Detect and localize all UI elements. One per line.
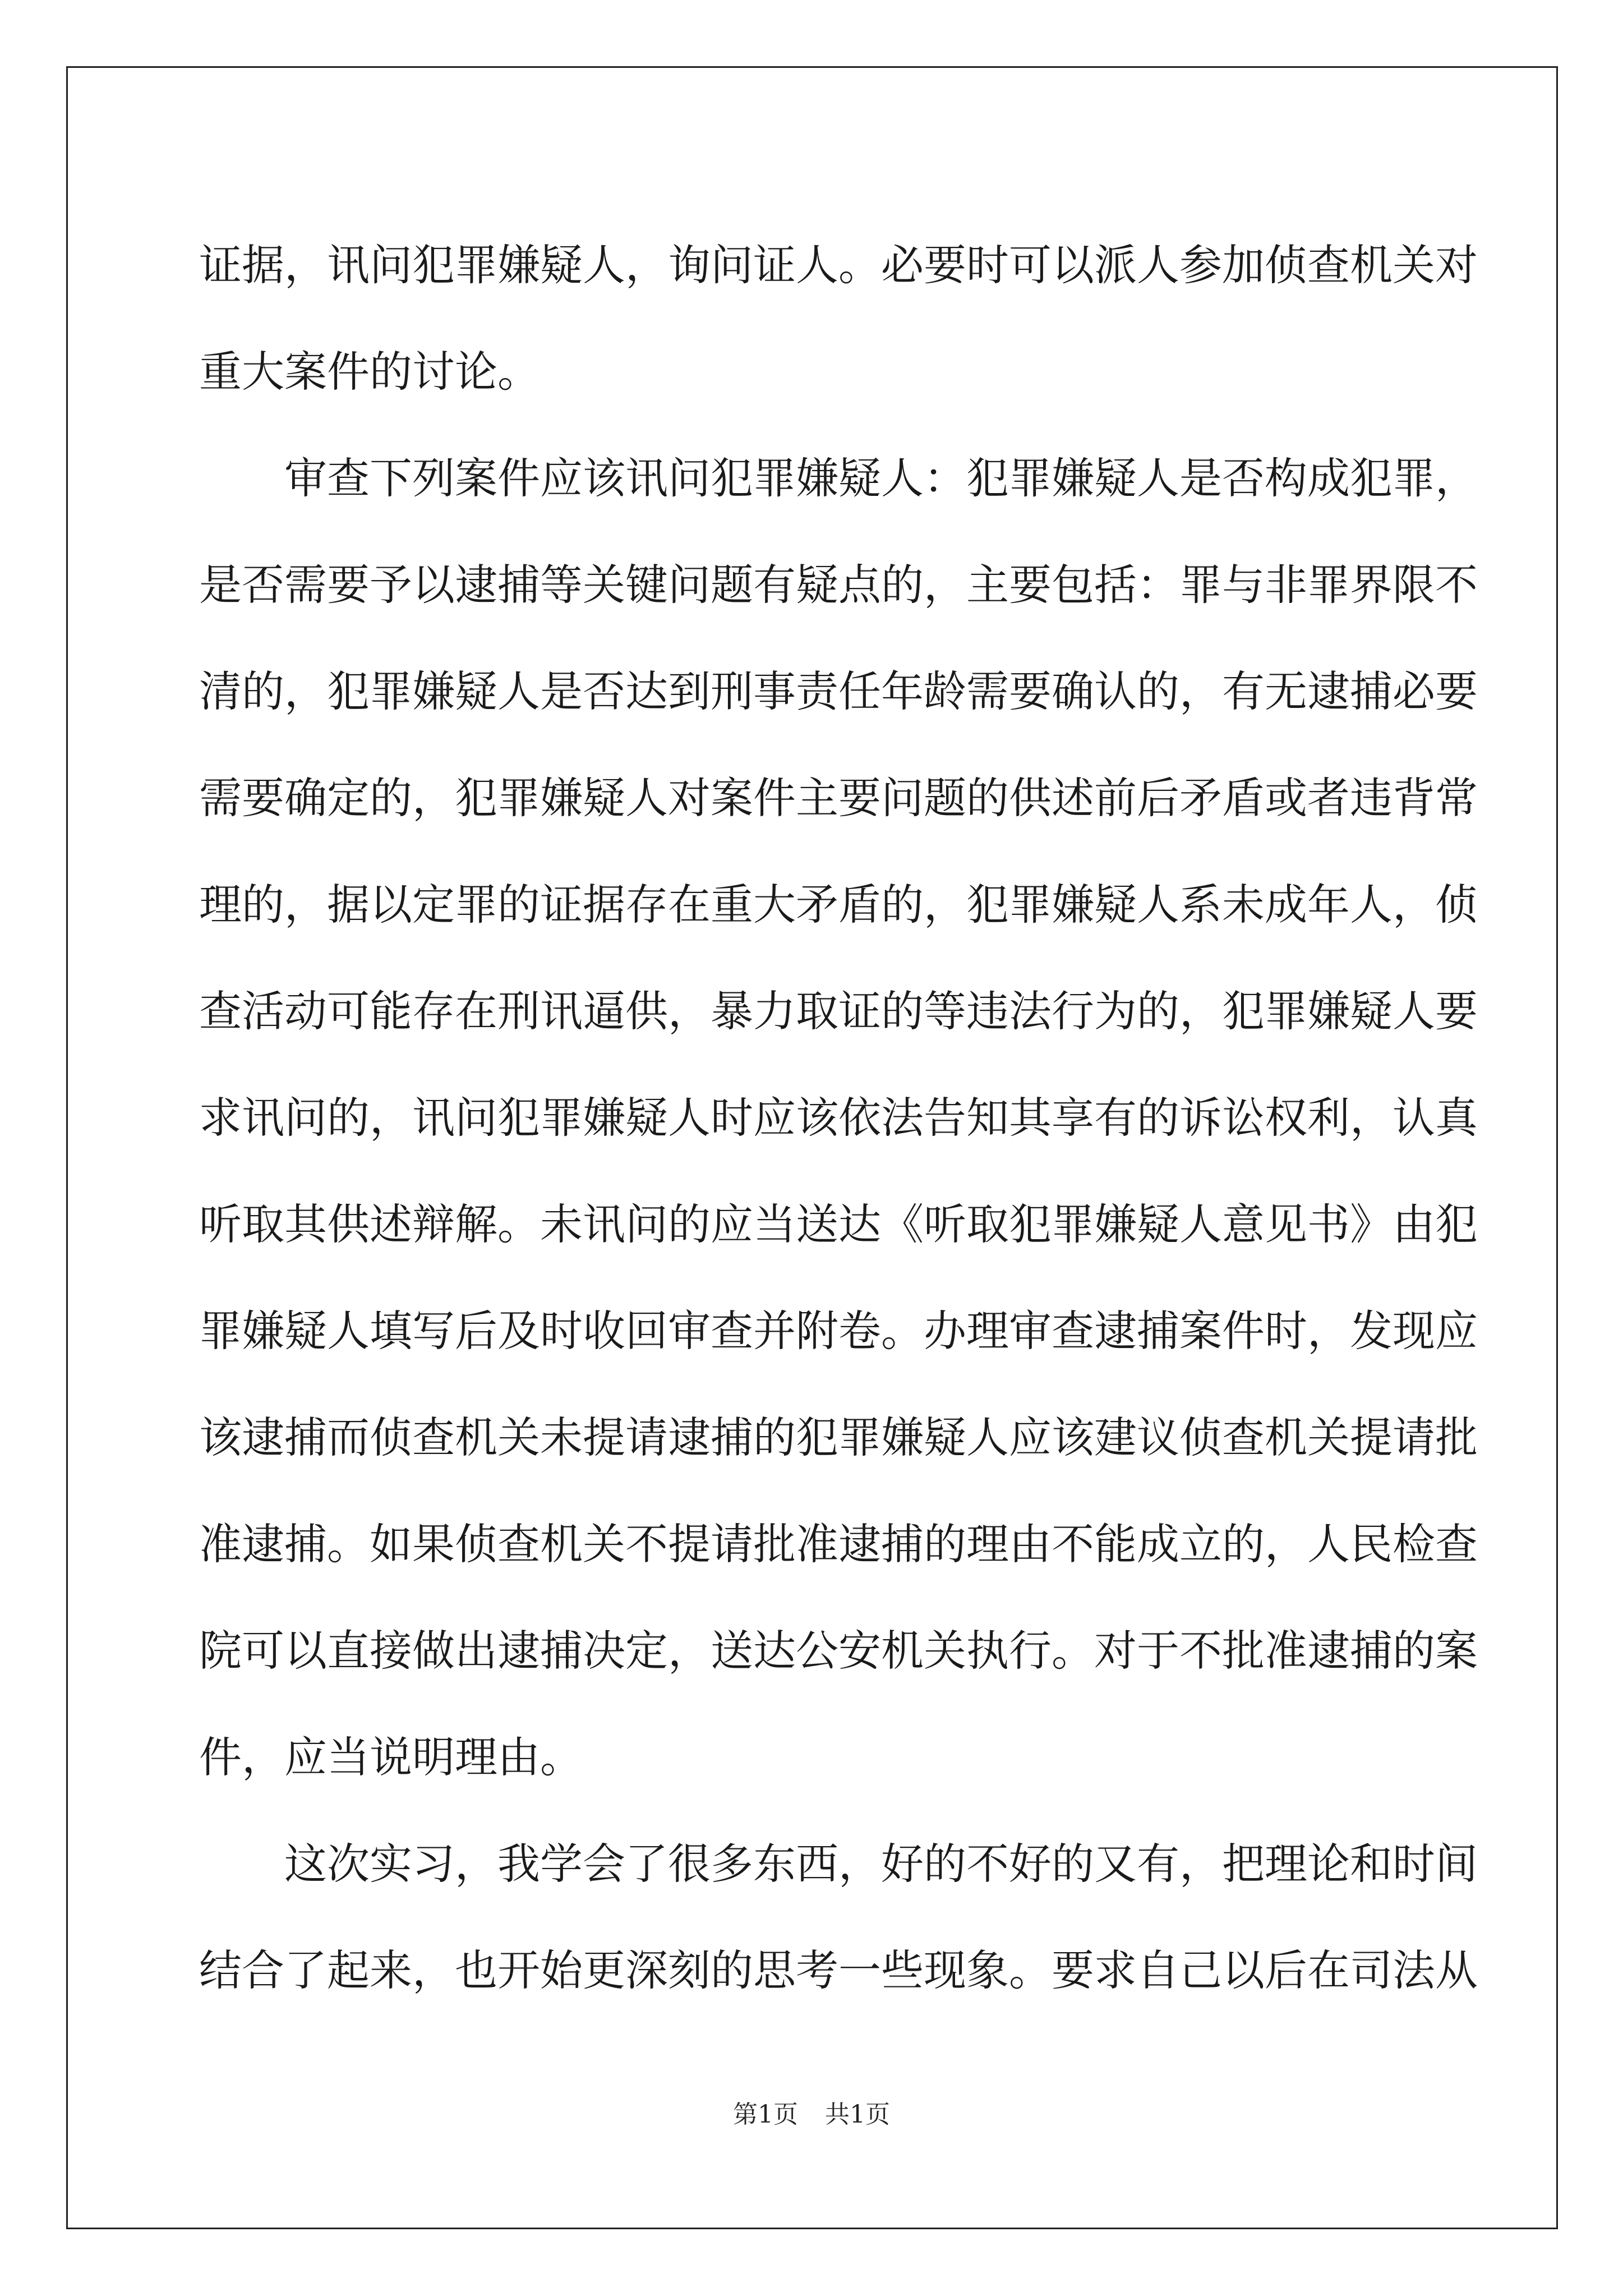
document-body — [199, 212, 1478, 2024]
text-line: 件，应当说明理由。 — [199, 1732, 583, 1782]
text-line: 是否需要予以逮捕等关键问题有疑点的，主要包括：罪与非罪界限不 — [199, 560, 1478, 610]
text-line: 准逮捕。如果侦查机关不提请批准逮捕的理由不能成立的，人民检查 — [199, 1519, 1478, 1569]
text-line: 理的，据以定罪的证据存在重大矛盾的，犯罪嫌疑人系未成年人，侦 — [199, 880, 1478, 930]
text-line: 院可以直接做出逮捕决定，送达公安机关执行。对于不批准逮捕的案 — [199, 1626, 1478, 1676]
text-line: 查活动可能存在刑讯逼供，暴力取证的等违法行为的，犯罪嫌疑人要 — [199, 986, 1478, 1036]
page-footer — [0, 2098, 1623, 2132]
text-line: 听取其供述辩解。未讯问的应当送达《听取犯罪嫌疑人意见书》由犯 — [199, 1199, 1478, 1249]
text-line: 罪嫌疑人填写后及时收回审查并附卷。办理审查逮捕案件时，发现应 — [199, 1306, 1478, 1356]
text-line: 证据，讯问犯罪嫌疑人，询问证人。必要时可以派人参加侦查机关对 — [199, 240, 1478, 290]
text-line: 结合了起来，也开始更深刻的思考一些现象。要求自己以后在司法从 — [199, 1945, 1478, 1995]
text-line: 求讯问的，讯问犯罪嫌疑人时应该依法告知其享有的诉讼权利，认真 — [199, 1093, 1478, 1143]
page-number: 第1页 — [733, 2100, 798, 2129]
page-total: 共1页 — [825, 2100, 890, 2129]
text-line: 这次实习，我学会了很多东西，好的不好的又有，把理论和时间 — [284, 1839, 1478, 1889]
text-line: 需要确定的，犯罪嫌疑人对案件主要问题的供述前后矛盾或者违背常 — [199, 773, 1478, 823]
text-line: 重大案件的讨论。 — [199, 347, 540, 397]
text-line: 审查下列案件应该讯问犯罪嫌疑人：犯罪嫌疑人是否构成犯罪， — [284, 453, 1478, 503]
text-line: 清的，犯罪嫌疑人是否达到刑事责任年龄需要确认的，有无逮捕必要 — [199, 666, 1478, 716]
text-line: 该逮捕而侦查机关未提请逮捕的犯罪嫌疑人应该建议侦查机关提请批 — [199, 1412, 1478, 1462]
